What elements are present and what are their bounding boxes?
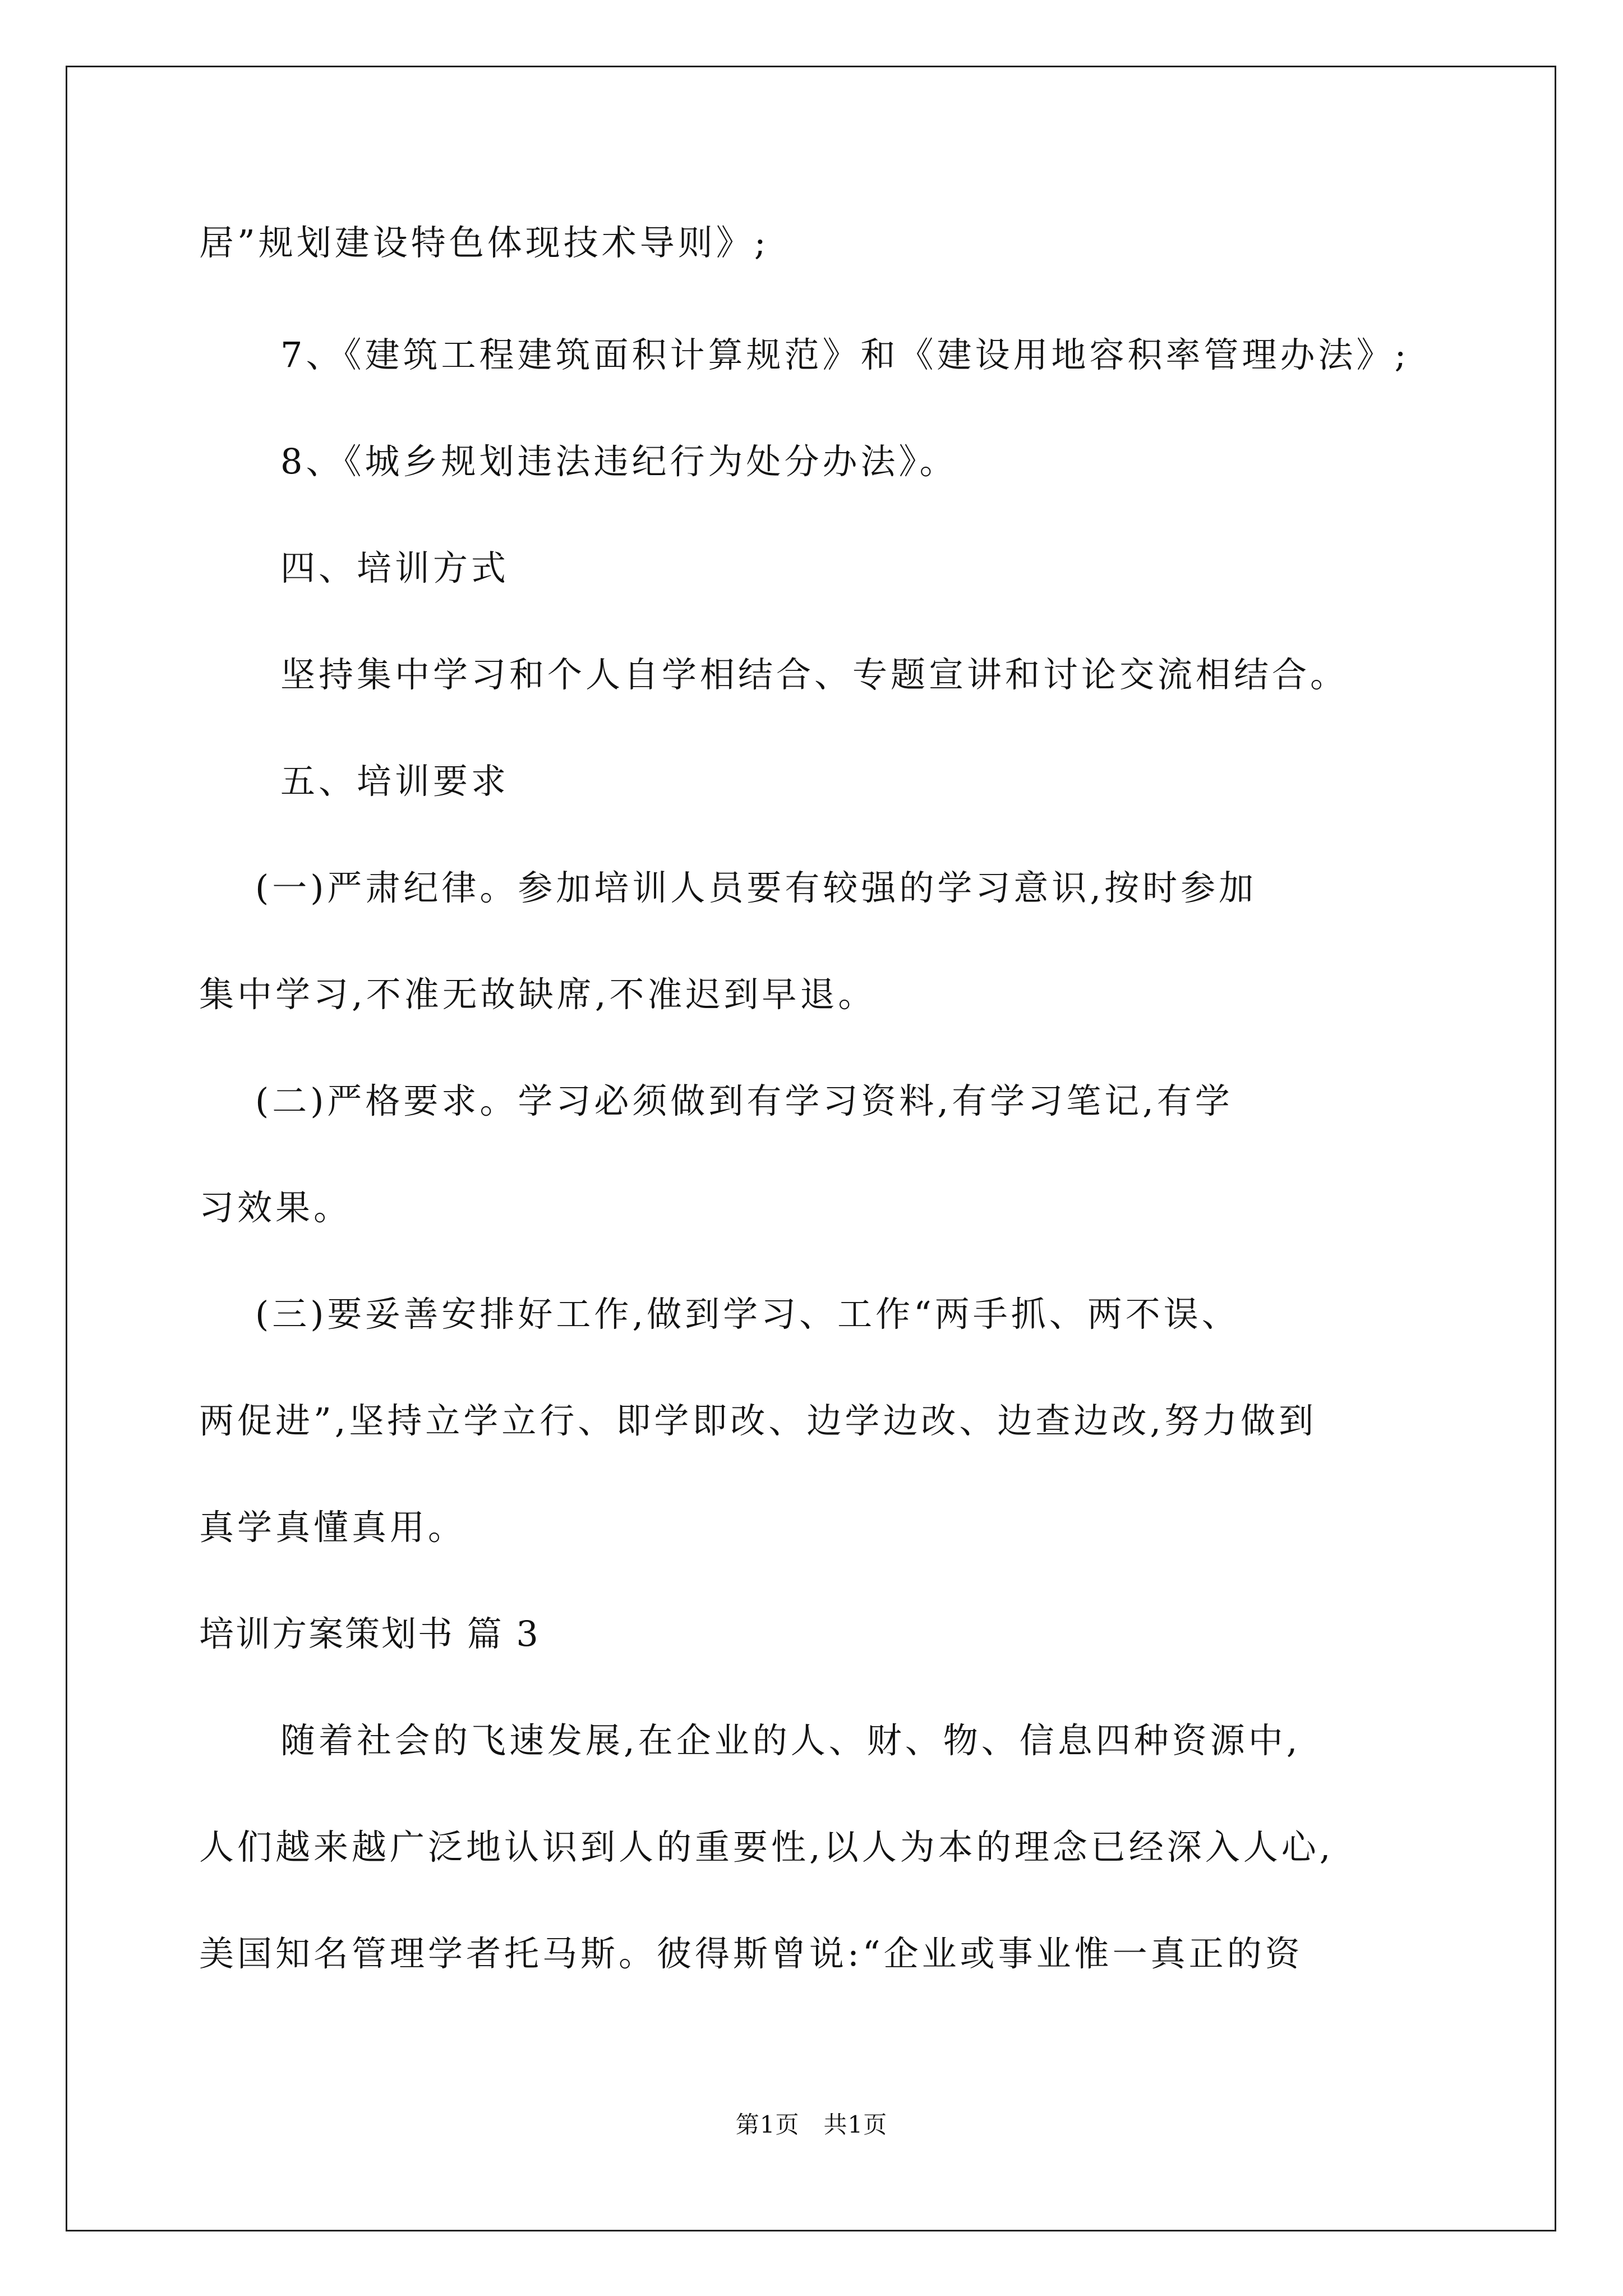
page-number-footer: 第1页 共1页	[735, 2111, 888, 2138]
text-line: 8、《城乡规划违法违纪行为处分办法》。	[280, 441, 958, 482]
text-line: 美国知名管理学者托马斯。彼得斯曾说:“企业或事业惟一真正的资	[199, 1933, 1303, 1974]
text-line: 居”规划建设特色体现技术导则》;	[199, 222, 769, 263]
page-border	[66, 66, 1556, 2231]
text-line: 坚持集中学习和个人自学相结合、专题宣讲和讨论交流相结合。	[280, 654, 1349, 695]
text-line: 集中学习,不准无故缺席,不准迟到早退。	[199, 974, 877, 1015]
document-title: 培训方案策划书 篇 3	[199, 1613, 540, 1654]
section-heading: 五、培训要求	[280, 761, 510, 802]
section-heading: 四、培训方式	[280, 547, 510, 588]
text-line: 两促进”,坚持立学立行、即学即改、边学边改、边查边改,努力做到	[199, 1400, 1317, 1441]
text-line: 人们越来越广泛地认识到人的重要性,以人为本的理念已经深入人心,	[199, 1826, 1334, 1867]
text-line: 习效果。	[199, 1187, 352, 1228]
text-line: 随着社会的飞速发展,在企业的人、财、物、信息四种资源中,	[280, 1720, 1301, 1761]
text-line: 7、《建筑工程建筑面积计算规范》和《建设用地容积率管理办法》;	[280, 334, 1410, 375]
text-line: 真学真懂真用。	[199, 1507, 467, 1548]
text-line: (一)严肃纪律。参加培训人员要有较强的学习意识,按时参加	[255, 867, 1257, 908]
text-line: (二)严格要求。学习必须做到有学习资料,有学习笔记,有学	[255, 1080, 1233, 1121]
text-line: (三)要妥善安排好工作,做到学习、工作“两手抓、两不误、	[255, 1294, 1240, 1335]
